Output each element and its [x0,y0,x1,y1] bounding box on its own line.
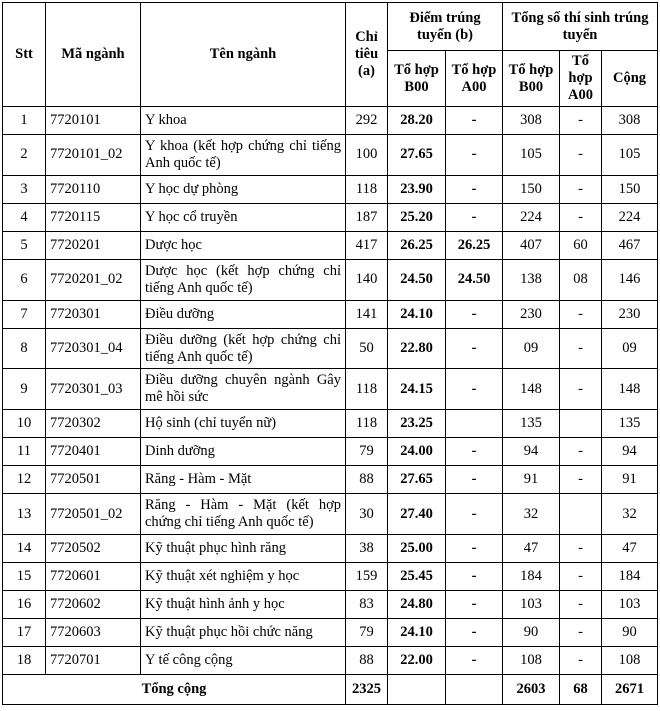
cell-ten-nganh: Điều dưỡng [141,300,346,328]
table-row [3,107,658,135]
cell-tong-a00: 60 [560,231,602,259]
cell-ma-nganh: 7720501 [46,466,141,494]
cell-ma-nganh: 7720201_02 [46,259,141,300]
cell-diem-a00: - [446,107,503,135]
cell-tong-b00: 32 [503,494,560,535]
cell-chi-tieu: 50 [346,328,388,369]
cell-tong-a00: - [560,134,602,175]
cell-ten-nganh: Y học dự phòng [141,175,346,203]
total-chi-tieu: 2325 [346,675,388,705]
cell-stt: 2 [3,134,46,175]
cell-tong-b00: 135 [503,410,560,438]
cell-tong-a00 [560,410,602,438]
cell-diem-b00: 24.10 [388,300,446,328]
table-row [3,369,658,410]
cell-ten-nganh: Điều dưỡng (kết hợp chứng chỉ tiếng Anh quốc tế) [141,328,346,369]
cell-cong: 230 [602,300,658,328]
total-row [3,675,658,705]
cell-cong: 135 [602,410,658,438]
cell-stt: 6 [3,259,46,300]
cell-diem-b00: 24.00 [388,438,446,466]
cell-tong-a00 [560,494,602,535]
total-diem-b00 [388,675,446,705]
cell-tong-a00: - [560,466,602,494]
cell-ma-nganh: 7720701 [46,647,141,675]
cell-tong-a00: - [560,300,602,328]
cell-diem-b00: 27.65 [388,466,446,494]
cell-chi-tieu: 38 [346,535,388,563]
cell-diem-b00: 22.00 [388,647,446,675]
cell-ten-nganh: Hộ sinh (chỉ tuyển nữ) [141,410,346,438]
cell-cong: 94 [602,438,658,466]
cell-diem-b00: 25.45 [388,563,446,591]
cell-cong: 47 [602,535,658,563]
cell-diem-b00: 23.25 [388,410,446,438]
cell-stt: 4 [3,203,46,231]
cell-ma-nganh: 7720115 [46,203,141,231]
cell-tong-a00: 08 [560,259,602,300]
cell-diem-a00: - [446,619,503,647]
cell-chi-tieu: 417 [346,231,388,259]
cell-chi-tieu: 88 [346,647,388,675]
cell-stt: 8 [3,328,46,369]
total-tong-b00: 2603 [503,675,560,705]
cell-stt: 3 [3,175,46,203]
cell-diem-a00: - [446,563,503,591]
cell-diem-a00: - [446,438,503,466]
table-row [3,175,658,203]
cell-cong: 150 [602,175,658,203]
cell-ma-nganh: 7720501_02 [46,494,141,535]
cell-tong-b00: 91 [503,466,560,494]
cell-diem-b00: 25.20 [388,203,446,231]
total-cong: 2671 [602,675,658,705]
cell-tong-b00: 90 [503,619,560,647]
cell-tong-a00: - [560,107,602,135]
table-row [3,231,658,259]
cell-diem-b00: 24.15 [388,369,446,410]
cell-tong-b00: 09 [503,328,560,369]
cell-chi-tieu: 79 [346,619,388,647]
table-row [3,438,658,466]
cell-diem-a00: 26.25 [446,231,503,259]
cell-diem-a00 [446,410,503,438]
cell-tong-b00: 148 [503,369,560,410]
cell-stt: 7 [3,300,46,328]
cell-cong: 105 [602,134,658,175]
cell-tong-a00: - [560,647,602,675]
header-chi-tieu: Chỉ tiêu (a) [346,3,388,107]
cell-chi-tieu: 30 [346,494,388,535]
header-ten-nganh: Tên ngành [141,3,346,107]
cell-diem-a00: - [446,134,503,175]
cell-ten-nganh: Kỹ thuật phục hình răng [141,535,346,563]
table-row [3,328,658,369]
cell-ten-nganh: Y học cổ truyền [141,203,346,231]
cell-stt: 18 [3,647,46,675]
cell-tong-b00: 105 [503,134,560,175]
table-row [3,619,658,647]
cell-diem-a00: - [446,647,503,675]
cell-tong-a00: - [560,563,602,591]
cell-chi-tieu: 141 [346,300,388,328]
cell-ten-nganh: Y khoa (kết hợp chứng chỉ tiếng Anh quốc tế) [141,134,346,175]
cell-tong-b00: 224 [503,203,560,231]
cell-tong-b00: 150 [503,175,560,203]
cell-cong: 148 [602,369,658,410]
cell-stt: 11 [3,438,46,466]
cell-tong-b00: 47 [503,535,560,563]
cell-cong: 184 [602,563,658,591]
cell-stt: 13 [3,494,46,535]
cell-ma-nganh: 7720502 [46,535,141,563]
cell-tong-a00: - [560,438,602,466]
cell-chi-tieu: 140 [346,259,388,300]
table-row [3,563,658,591]
cell-diem-a00: - [446,494,503,535]
cell-ten-nganh: Dược học [141,231,346,259]
cell-cong: 224 [602,203,658,231]
cell-diem-a00: - [446,369,503,410]
cell-tong-b00: 103 [503,591,560,619]
header-diem-b00: Tổ hợp B00 [388,51,446,107]
cell-cong: 467 [602,231,658,259]
total-label: Tổng cộng [3,675,346,705]
cell-diem-a00: - [446,535,503,563]
header-row-1 [3,3,658,51]
cell-stt: 12 [3,466,46,494]
cell-tong-b00: 108 [503,647,560,675]
cell-diem-a00: - [446,328,503,369]
cell-diem-b00: 24.80 [388,591,446,619]
cell-ten-nganh: Kỹ thuật phục hồi chức năng [141,619,346,647]
cell-diem-b00: 23.90 [388,175,446,203]
cell-stt: 15 [3,563,46,591]
cell-tong-b00: 94 [503,438,560,466]
cell-chi-tieu: 187 [346,203,388,231]
cell-diem-b00: 25.00 [388,535,446,563]
cell-tong-a00: - [560,591,602,619]
cell-diem-b00: 28.20 [388,107,446,135]
cell-ten-nganh: Kỹ thuật hình ảnh y học [141,591,346,619]
cell-stt: 17 [3,619,46,647]
cell-diem-a00: - [446,203,503,231]
cell-cong: 90 [602,619,658,647]
header-tong-b00: Tổ hợp B00 [503,51,560,107]
cell-ma-nganh: 7720602 [46,591,141,619]
table-row [3,134,658,175]
header-diem-a00: Tổ hợp A00 [446,51,503,107]
table-row [3,494,658,535]
cell-ten-nganh: Y tế công cộng [141,647,346,675]
table-row [3,466,658,494]
cell-tong-b00: 407 [503,231,560,259]
cell-tong-b00: 138 [503,259,560,300]
header-cong: Cộng [602,51,658,107]
table-row [3,300,658,328]
header-diem-trung-tuyen: Điểm trúng tuyển (b) [388,3,503,51]
cell-ten-nganh: Dược học (kết hợp chứng chỉ tiếng Anh quốc tế) [141,259,346,300]
cell-chi-tieu: 118 [346,369,388,410]
cell-cong: 32 [602,494,658,535]
cell-ma-nganh: 7720101 [46,107,141,135]
cell-chi-tieu: 100 [346,134,388,175]
cell-chi-tieu: 118 [346,410,388,438]
cell-diem-b00: 24.50 [388,259,446,300]
table-row [3,203,658,231]
cell-ma-nganh: 7720101_02 [46,134,141,175]
cell-ma-nganh: 7720603 [46,619,141,647]
cell-chi-tieu: 83 [346,591,388,619]
cell-stt: 5 [3,231,46,259]
cell-tong-a00: - [560,535,602,563]
table-row [3,591,658,619]
cell-cong: 146 [602,259,658,300]
cell-ten-nganh: Y khoa [141,107,346,135]
cell-ten-nganh: Điều dưỡng chuyên ngành Gây mê hồi sức [141,369,346,410]
cell-tong-b00: 184 [503,563,560,591]
cell-chi-tieu: 118 [346,175,388,203]
header-tong-a00: Tổ hợp A00 [560,51,602,107]
cell-chi-tieu: 292 [346,107,388,135]
cell-cong: 308 [602,107,658,135]
table-row [3,647,658,675]
cell-ma-nganh: 7720302 [46,410,141,438]
cell-stt: 14 [3,535,46,563]
cell-ma-nganh: 7720601 [46,563,141,591]
cell-tong-a00: - [560,369,602,410]
cell-diem-a00: 24.50 [446,259,503,300]
header-ma-nganh: Mã ngành [46,3,141,107]
cell-diem-a00: - [446,591,503,619]
cell-ten-nganh: Răng - Hàm - Mặt (kết hợp chứng chỉ tiếng Anh quốc tế) [141,494,346,535]
admission-results-table [2,2,658,705]
cell-stt: 9 [3,369,46,410]
cell-stt: 16 [3,591,46,619]
cell-diem-a00: - [446,466,503,494]
cell-ten-nganh: Răng - Hàm - Mặt [141,466,346,494]
cell-ma-nganh: 7720201 [46,231,141,259]
cell-chi-tieu: 88 [346,466,388,494]
header-tong-so-thi-sinh: Tổng số thí sinh trúng tuyển [503,3,658,51]
cell-diem-b00: 22.80 [388,328,446,369]
total-tong-a00: 68 [560,675,602,705]
cell-diem-a00: - [446,300,503,328]
cell-tong-a00: - [560,619,602,647]
table-row [3,259,658,300]
cell-cong: 108 [602,647,658,675]
cell-tong-a00: - [560,328,602,369]
table-body [3,107,658,675]
cell-tong-b00: 308 [503,107,560,135]
cell-stt: 10 [3,410,46,438]
cell-ma-nganh: 7720301_03 [46,369,141,410]
cell-diem-a00: - [446,175,503,203]
cell-chi-tieu: 79 [346,438,388,466]
cell-ten-nganh: Dinh dưỡng [141,438,346,466]
cell-diem-b00: 27.65 [388,134,446,175]
cell-ma-nganh: 7720401 [46,438,141,466]
cell-tong-b00: 230 [503,300,560,328]
cell-diem-b00: 27.40 [388,494,446,535]
cell-ten-nganh: Kỹ thuật xét nghiệm y học [141,563,346,591]
cell-chi-tieu: 159 [346,563,388,591]
cell-diem-b00: 26.25 [388,231,446,259]
cell-tong-a00: - [560,203,602,231]
total-diem-a00 [446,675,503,705]
cell-cong: 09 [602,328,658,369]
cell-cong: 91 [602,466,658,494]
cell-ma-nganh: 7720110 [46,175,141,203]
cell-stt: 1 [3,107,46,135]
cell-ma-nganh: 7720301 [46,300,141,328]
table-row [3,410,658,438]
header-stt: Stt [3,3,46,107]
cell-ma-nganh: 7720301_04 [46,328,141,369]
cell-diem-b00: 24.10 [388,619,446,647]
cell-tong-a00: - [560,175,602,203]
cell-cong: 103 [602,591,658,619]
table-row [3,535,658,563]
